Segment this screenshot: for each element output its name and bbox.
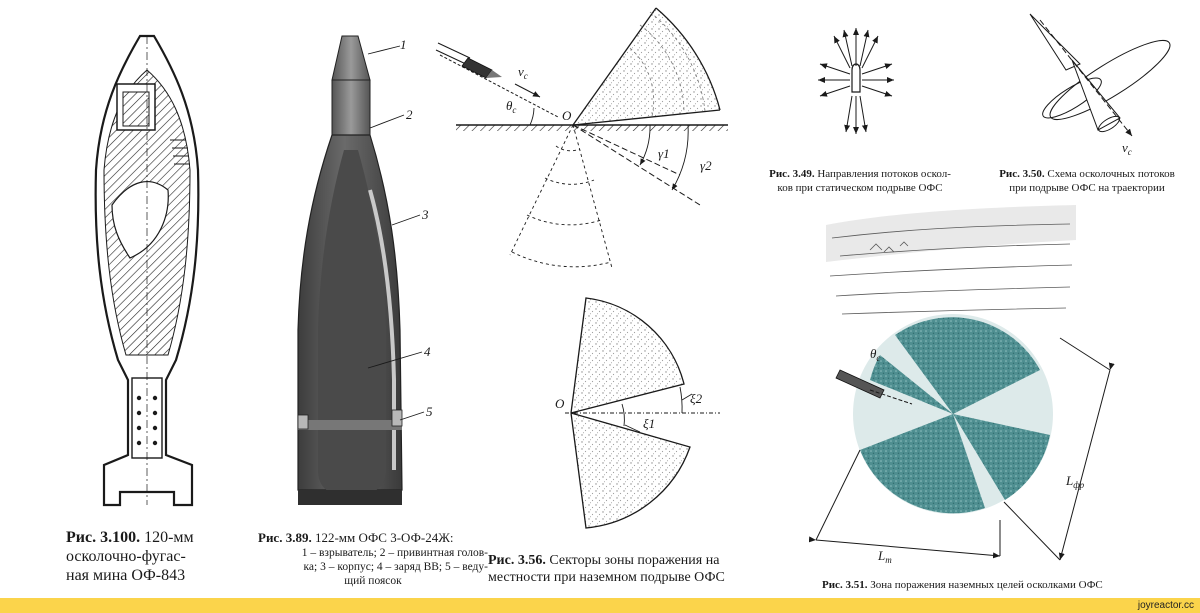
label-l-t: $L_т$ [878,548,892,565]
label-gamma2: γ2 [700,158,712,173]
caption-fig-3-100-line-2: осколочно-фугас- [66,548,186,565]
ground-kill-zone-drawing [816,205,1110,565]
callout-1: 1 [400,37,407,52]
caption-fig-3-49 [760,167,960,195]
caption-fig-3-50-num: Рис. 3.50. [999,168,1045,180]
label-l-fr: $L_{фр}$ [1066,473,1085,490]
label-v-trajectory: $v_c$ [1122,140,1132,157]
caption-fig-3-50-line-1: Схема осколочных потоков [1047,168,1175,180]
caption-fig-3-89-legend-3: щий поясок [344,575,402,587]
caption-fig-3-89-title: 122-мм ОФС 3-ОФ-24Ж: [314,530,454,545]
shell-drawing [298,36,433,505]
callout-5: 5 [426,404,433,419]
label-v-top: $v_c$ [518,64,528,81]
caption-fig-3-56-num: Рис. 3.56. [488,553,546,568]
caption-fig-3-51-text: Зона поражения наземных целей осколками ОФС [870,579,1103,591]
caption-fig-3-51 [822,578,1142,592]
label-origin-top: O [562,108,572,123]
label-theta-kill: $\theta_c$ [870,346,881,363]
label-theta-top: $\theta_c$ [506,98,517,115]
callout-4: 4 [424,344,431,359]
callout-2: 2 [406,107,413,122]
label-gamma1: γ1 [658,146,670,161]
caption-fig-3-89 [258,530,488,588]
caption-fig-3-51-num: Рис. 3.51. [822,579,868,591]
static-burst-drawing [818,28,894,134]
caption-fig-3-56-line-2: местности при наземном подрыве ОФС [488,570,725,585]
caption-fig-3-56-line-1: Секторы зоны поражения на [549,553,720,568]
trajectory-burst-drawing [1030,14,1178,157]
caption-fig-3-100-line-3: ная мина ОФ-843 [66,567,186,584]
label-origin-plan: O [555,396,565,411]
sectors-diagram-top [436,8,728,268]
caption-fig-3-50-line-2: при подрыве ОФС на траектории [1009,182,1165,194]
caption-fig-3-89-legend-1: 1 – взрыватель; 2 – привинтная голов- [301,547,488,559]
footer-bar [0,598,1200,613]
caption-fig-3-49-line-2: ков при статическом подрыве ОФС [777,182,943,194]
caption-fig-3-100-line-1: 120-мм [144,529,194,546]
caption-fig-3-56 [488,552,748,586]
caption-fig-3-89-num: Рис. 3.89. [258,530,312,545]
mortar-bomb-drawing [96,36,199,505]
caption-fig-3-49-num: Рис. 3.49. [769,168,815,180]
footer-brand[interactable]: joyreactor.cc [1137,600,1194,611]
caption-fig-3-100 [66,528,266,585]
sectors-diagram-plan [555,298,720,528]
label-xi2: ξ2 [690,391,703,406]
caption-fig-3-89-legend-2: ка; 3 – корпус; 4 – заряд ВВ; 5 – веду- [303,561,488,573]
caption-fig-3-50 [992,167,1182,195]
label-xi1: ξ1 [643,416,656,431]
caption-fig-3-100-num: Рис. 3.100. [66,529,141,546]
caption-fig-3-49-line-1: Направления потоков оскол- [817,168,951,180]
callout-3: 3 [422,207,429,222]
